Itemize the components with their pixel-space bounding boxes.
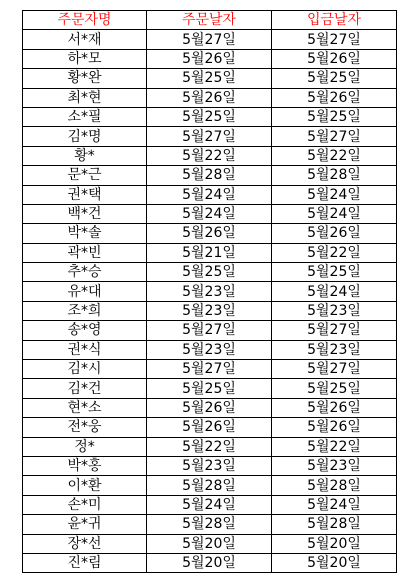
cell-orderer-name: 권*식 bbox=[23, 340, 147, 359]
cell-orderer-name: 하*모 bbox=[23, 49, 147, 68]
cell-orderer-name: 곽*빈 bbox=[23, 243, 147, 262]
cell-order-date: 5월26일 bbox=[147, 224, 272, 243]
table-body bbox=[23, 30, 397, 573]
cell-orderer-name: 조*희 bbox=[23, 301, 147, 320]
cell-orderer-name: 송*영 bbox=[23, 321, 147, 340]
cell-orderer-name: 박*홍 bbox=[23, 456, 147, 475]
cell-orderer-name: 권*택 bbox=[23, 185, 147, 204]
cell-deposit-date: 5월23일 bbox=[272, 456, 397, 475]
header-order-date: 주문날자 bbox=[147, 11, 272, 30]
cell-deposit-date: 5월23일 bbox=[272, 340, 397, 359]
table-row bbox=[23, 204, 397, 223]
cell-order-date: 5월25일 bbox=[147, 263, 272, 282]
table-row bbox=[23, 243, 397, 262]
table-row bbox=[23, 88, 397, 107]
cell-order-date: 5월26일 bbox=[147, 418, 272, 437]
cell-deposit-date: 5월25일 bbox=[272, 379, 397, 398]
table-row bbox=[23, 263, 397, 282]
table-row bbox=[23, 49, 397, 68]
table-row bbox=[23, 553, 397, 572]
table-row bbox=[23, 127, 397, 146]
cell-orderer-name: 전*웅 bbox=[23, 418, 147, 437]
cell-order-date: 5월23일 bbox=[147, 340, 272, 359]
cell-order-date: 5월25일 bbox=[147, 107, 272, 126]
cell-deposit-date: 5월25일 bbox=[272, 69, 397, 88]
header-row bbox=[23, 11, 397, 30]
order-sheet bbox=[22, 10, 396, 573]
table-row bbox=[23, 515, 397, 534]
cell-orderer-name: 김*시 bbox=[23, 360, 147, 379]
cell-deposit-date: 5월27일 bbox=[272, 321, 397, 340]
table-row bbox=[23, 224, 397, 243]
cell-deposit-date: 5월22일 bbox=[272, 243, 397, 262]
cell-order-date: 5월20일 bbox=[147, 534, 272, 553]
table-row bbox=[23, 476, 397, 495]
cell-orderer-name: 서*재 bbox=[23, 30, 147, 49]
cell-deposit-date: 5월26일 bbox=[272, 88, 397, 107]
table-row bbox=[23, 30, 397, 49]
cell-orderer-name: 최*현 bbox=[23, 88, 147, 107]
cell-order-date: 5월27일 bbox=[147, 30, 272, 49]
cell-order-date: 5월26일 bbox=[147, 398, 272, 417]
cell-order-date: 5월26일 bbox=[147, 49, 272, 68]
cell-order-date: 5월20일 bbox=[147, 553, 272, 572]
cell-order-date: 5월23일 bbox=[147, 456, 272, 475]
cell-order-date: 5월24일 bbox=[147, 495, 272, 514]
cell-order-date: 5월27일 bbox=[147, 127, 272, 146]
cell-deposit-date: 5월26일 bbox=[272, 49, 397, 68]
cell-order-date: 5월25일 bbox=[147, 69, 272, 88]
cell-deposit-date: 5월26일 bbox=[272, 224, 397, 243]
cell-order-date: 5월22일 bbox=[147, 146, 272, 165]
cell-deposit-date: 5월24일 bbox=[272, 282, 397, 301]
cell-orderer-name: 박*솔 bbox=[23, 224, 147, 243]
cell-orderer-name: 장*선 bbox=[23, 534, 147, 553]
orders-table bbox=[22, 10, 397, 573]
header-deposit-date: 입금날자 bbox=[272, 11, 397, 30]
table-row bbox=[23, 321, 397, 340]
cell-deposit-date: 5월25일 bbox=[272, 107, 397, 126]
cell-orderer-name: 윤*귀 bbox=[23, 515, 147, 534]
cell-orderer-name: 유*대 bbox=[23, 282, 147, 301]
cell-orderer-name: 정* bbox=[23, 437, 147, 456]
cell-order-date: 5월24일 bbox=[147, 185, 272, 204]
cell-deposit-date: 5월20일 bbox=[272, 534, 397, 553]
cell-deposit-date: 5월26일 bbox=[272, 418, 397, 437]
cell-orderer-name: 현*소 bbox=[23, 398, 147, 417]
cell-orderer-name: 문*근 bbox=[23, 166, 147, 185]
cell-deposit-date: 5월24일 bbox=[272, 185, 397, 204]
table-row bbox=[23, 495, 397, 514]
table-row bbox=[23, 418, 397, 437]
cell-order-date: 5월24일 bbox=[147, 204, 272, 223]
cell-orderer-name: 소*필 bbox=[23, 107, 147, 126]
cell-order-date: 5월27일 bbox=[147, 321, 272, 340]
cell-deposit-date: 5월27일 bbox=[272, 127, 397, 146]
table-row bbox=[23, 69, 397, 88]
cell-deposit-date: 5월28일 bbox=[272, 166, 397, 185]
cell-deposit-date: 5월28일 bbox=[272, 476, 397, 495]
cell-deposit-date: 5월22일 bbox=[272, 146, 397, 165]
cell-deposit-date: 5월27일 bbox=[272, 360, 397, 379]
cell-orderer-name: 황*완 bbox=[23, 69, 147, 88]
table-row bbox=[23, 146, 397, 165]
cell-deposit-date: 5월28일 bbox=[272, 515, 397, 534]
cell-deposit-date: 5월24일 bbox=[272, 204, 397, 223]
cell-orderer-name: 백*건 bbox=[23, 204, 147, 223]
cell-orderer-name: 손*미 bbox=[23, 495, 147, 514]
cell-deposit-date: 5월26일 bbox=[272, 398, 397, 417]
table-row bbox=[23, 107, 397, 126]
cell-order-date: 5월26일 bbox=[147, 88, 272, 107]
table-row bbox=[23, 398, 397, 417]
cell-orderer-name: 황* bbox=[23, 146, 147, 165]
cell-order-date: 5월28일 bbox=[147, 476, 272, 495]
cell-orderer-name: 김*건 bbox=[23, 379, 147, 398]
table-row bbox=[23, 534, 397, 553]
cell-deposit-date: 5월22일 bbox=[272, 437, 397, 456]
cell-order-date: 5월27일 bbox=[147, 360, 272, 379]
cell-deposit-date: 5월23일 bbox=[272, 301, 397, 320]
table-row bbox=[23, 340, 397, 359]
cell-deposit-date: 5월27일 bbox=[272, 30, 397, 49]
table-row bbox=[23, 185, 397, 204]
cell-order-date: 5월28일 bbox=[147, 166, 272, 185]
table-row bbox=[23, 166, 397, 185]
table-row bbox=[23, 301, 397, 320]
cell-orderer-name: 진*림 bbox=[23, 553, 147, 572]
cell-order-date: 5월23일 bbox=[147, 301, 272, 320]
cell-deposit-date: 5월24일 bbox=[272, 495, 397, 514]
cell-orderer-name: 추*승 bbox=[23, 263, 147, 282]
header-orderer-name: 주문자명 bbox=[23, 11, 147, 30]
cell-deposit-date: 5월20일 bbox=[272, 553, 397, 572]
table-row bbox=[23, 360, 397, 379]
table-row bbox=[23, 437, 397, 456]
cell-deposit-date: 5월25일 bbox=[272, 263, 397, 282]
table-row bbox=[23, 379, 397, 398]
cell-order-date: 5월28일 bbox=[147, 515, 272, 534]
cell-order-date: 5월21일 bbox=[147, 243, 272, 262]
table-row bbox=[23, 456, 397, 475]
cell-order-date: 5월23일 bbox=[147, 282, 272, 301]
table-row bbox=[23, 282, 397, 301]
cell-order-date: 5월25일 bbox=[147, 379, 272, 398]
cell-order-date: 5월22일 bbox=[147, 437, 272, 456]
cell-orderer-name: 김*명 bbox=[23, 127, 147, 146]
cell-orderer-name: 이*환 bbox=[23, 476, 147, 495]
